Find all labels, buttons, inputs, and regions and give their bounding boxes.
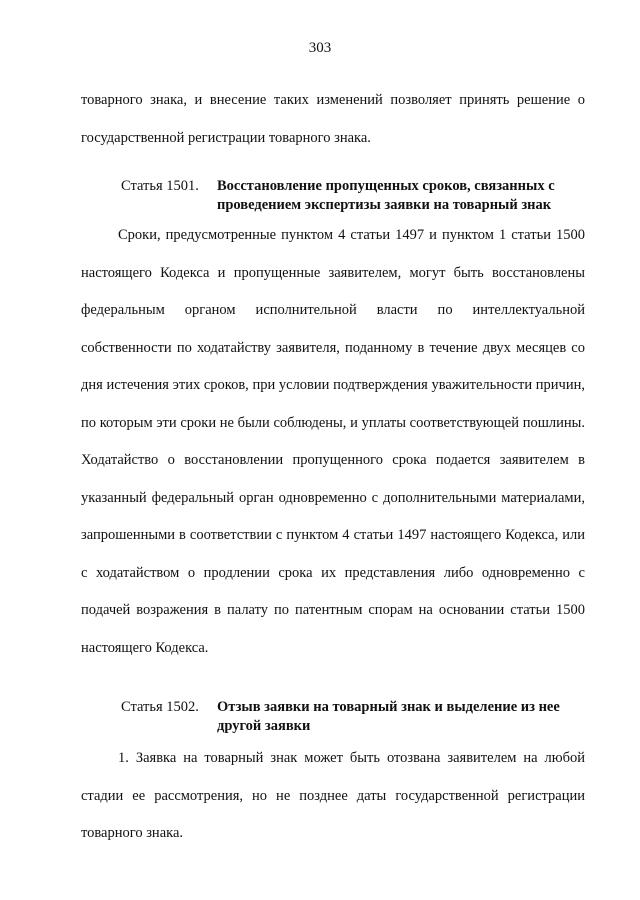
- article-1502-title: Отзыв заявки на товарный знак и выделение из нее другой заявки: [217, 699, 560, 734]
- article-1501-label: Статья 1501.: [121, 178, 199, 194]
- article-1502-label: Статья 1502.: [121, 699, 199, 715]
- page-number: 303: [308, 40, 332, 56]
- intro-paragraph: товарного знака, и внесение таких изменений позволяет принять решение о государственной регистрации товарного знака.: [81, 92, 585, 146]
- article-1501-paragraph: Сроки, предусмотренные пунктом 4 статьи 1497 и пунктом 1 статьи 1500 настоящего Кодекса и пропущенные заявителем, могут быть восстановлены федеральным органом исполнительной власти по интеллектуальной собственности по ходатайству заявителя, поданному в течение двух месяцев со дня истечения этих сроков, при условии подтверждения уважительности причин, по которым эти сроки не были соблюдены, и уплаты соответствующей пошлины. Ходатайство о восстановлении пропущенного срока подается заявителем в указанный федеральный орган одновременно с дополнительными материалами, запрошенными в соответствии с пунктом 4 статьи 1497 настоящего Кодекса, или с ходатайством о продлении срока их представления либо одновременно с подачей возражения в палату по патентным спорам на основании статьи 1500 настоящего Кодекса.: [81, 227, 585, 656]
- article-1501-title: Восстановление пропущенных сроков, связанных с проведением экспертизы заявки на товарный знак: [217, 178, 555, 213]
- article-1501-heading: [121, 177, 585, 215]
- article-1502-paragraph: 1. Заявка на товарный знак может быть отозвана заявителем на любой стадии ее рассмотрения, но не позднее даты государственной регистрации товарного знака.: [81, 750, 585, 841]
- article-1502-heading: [121, 698, 585, 736]
